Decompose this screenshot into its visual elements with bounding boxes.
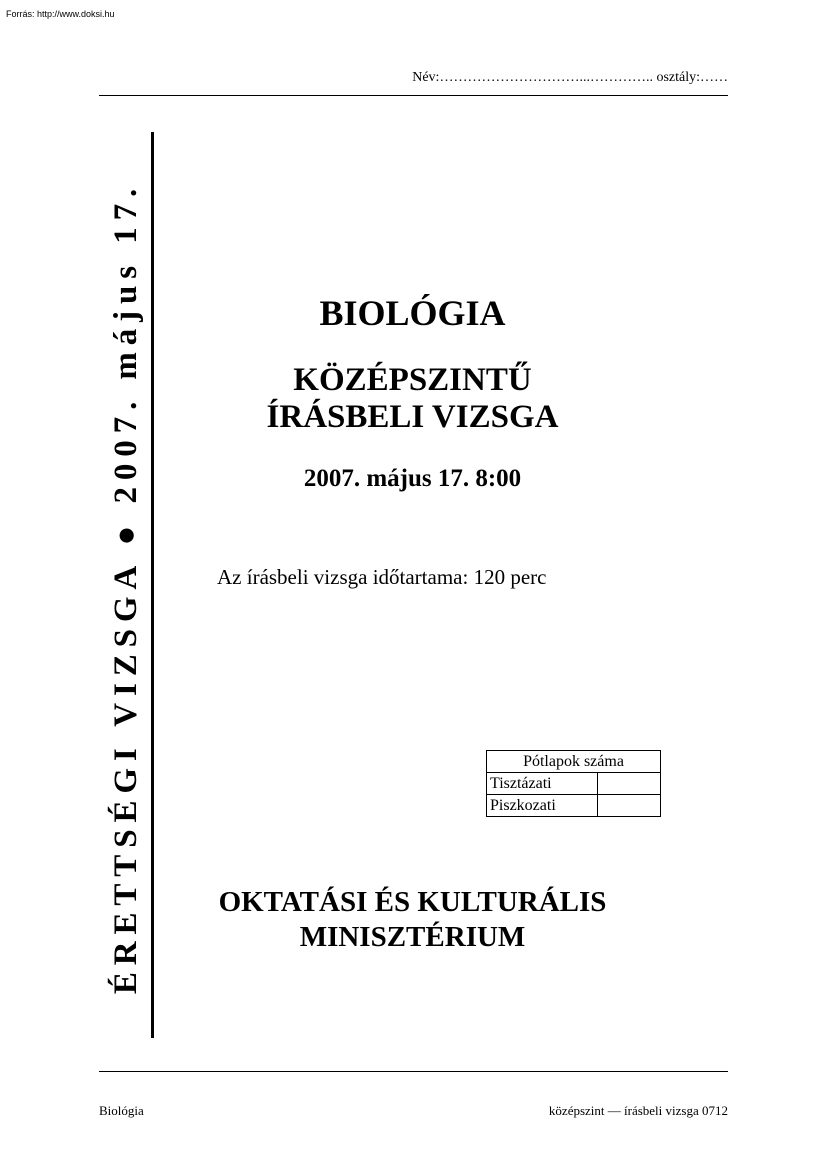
subject-title: BIOLÓGIA (319, 293, 506, 333)
exam-level-line1: KÖZÉPSZINTŰ (293, 362, 532, 398)
table-header-row (487, 751, 661, 773)
row-value-tisztazati[interactable] (598, 773, 661, 795)
footer-exam-code: középszint — írásbeli vizsga 0712 (548, 1103, 728, 1118)
extra-sheets-table (486, 750, 661, 817)
ministry-name (160, 885, 665, 955)
ministry-line1: OKTATÁSI ÉS KULTURÁLIS (218, 886, 607, 918)
vertical-exam-title: ÉRETTSÉGI VIZSGA ● 2007. május 17. (108, 181, 144, 994)
footer-subject: Biológia (99, 1103, 144, 1118)
exam-datetime: 2007. május 17. 8:00 (303, 465, 522, 492)
source-note: Forrás: http://www.doksi.hu (6, 9, 115, 19)
header-rule (99, 95, 728, 96)
table-header: Pótlapok száma (487, 751, 661, 773)
ministry-line2: MINISZTÉRIUM (299, 921, 526, 953)
table-row (487, 773, 661, 795)
exam-duration: Az írásbeli vizsga időtartama: 120 perc (217, 565, 547, 589)
exam-level (160, 362, 665, 436)
vertical-rule (151, 132, 154, 1038)
name-class-line: Név:…………………………...………….. osztály:…… (412, 70, 728, 85)
table-row (487, 795, 661, 817)
footer-rule (99, 1071, 728, 1072)
exam-level-line2: ÍRÁSBELI VIZSGA (266, 399, 559, 435)
row-label-tisztazati: Tisztázati (487, 773, 598, 795)
row-value-piszkozati[interactable] (598, 795, 661, 817)
row-label-piszkozati: Piszkozati (487, 795, 598, 817)
vertical-banner (95, 135, 157, 1040)
